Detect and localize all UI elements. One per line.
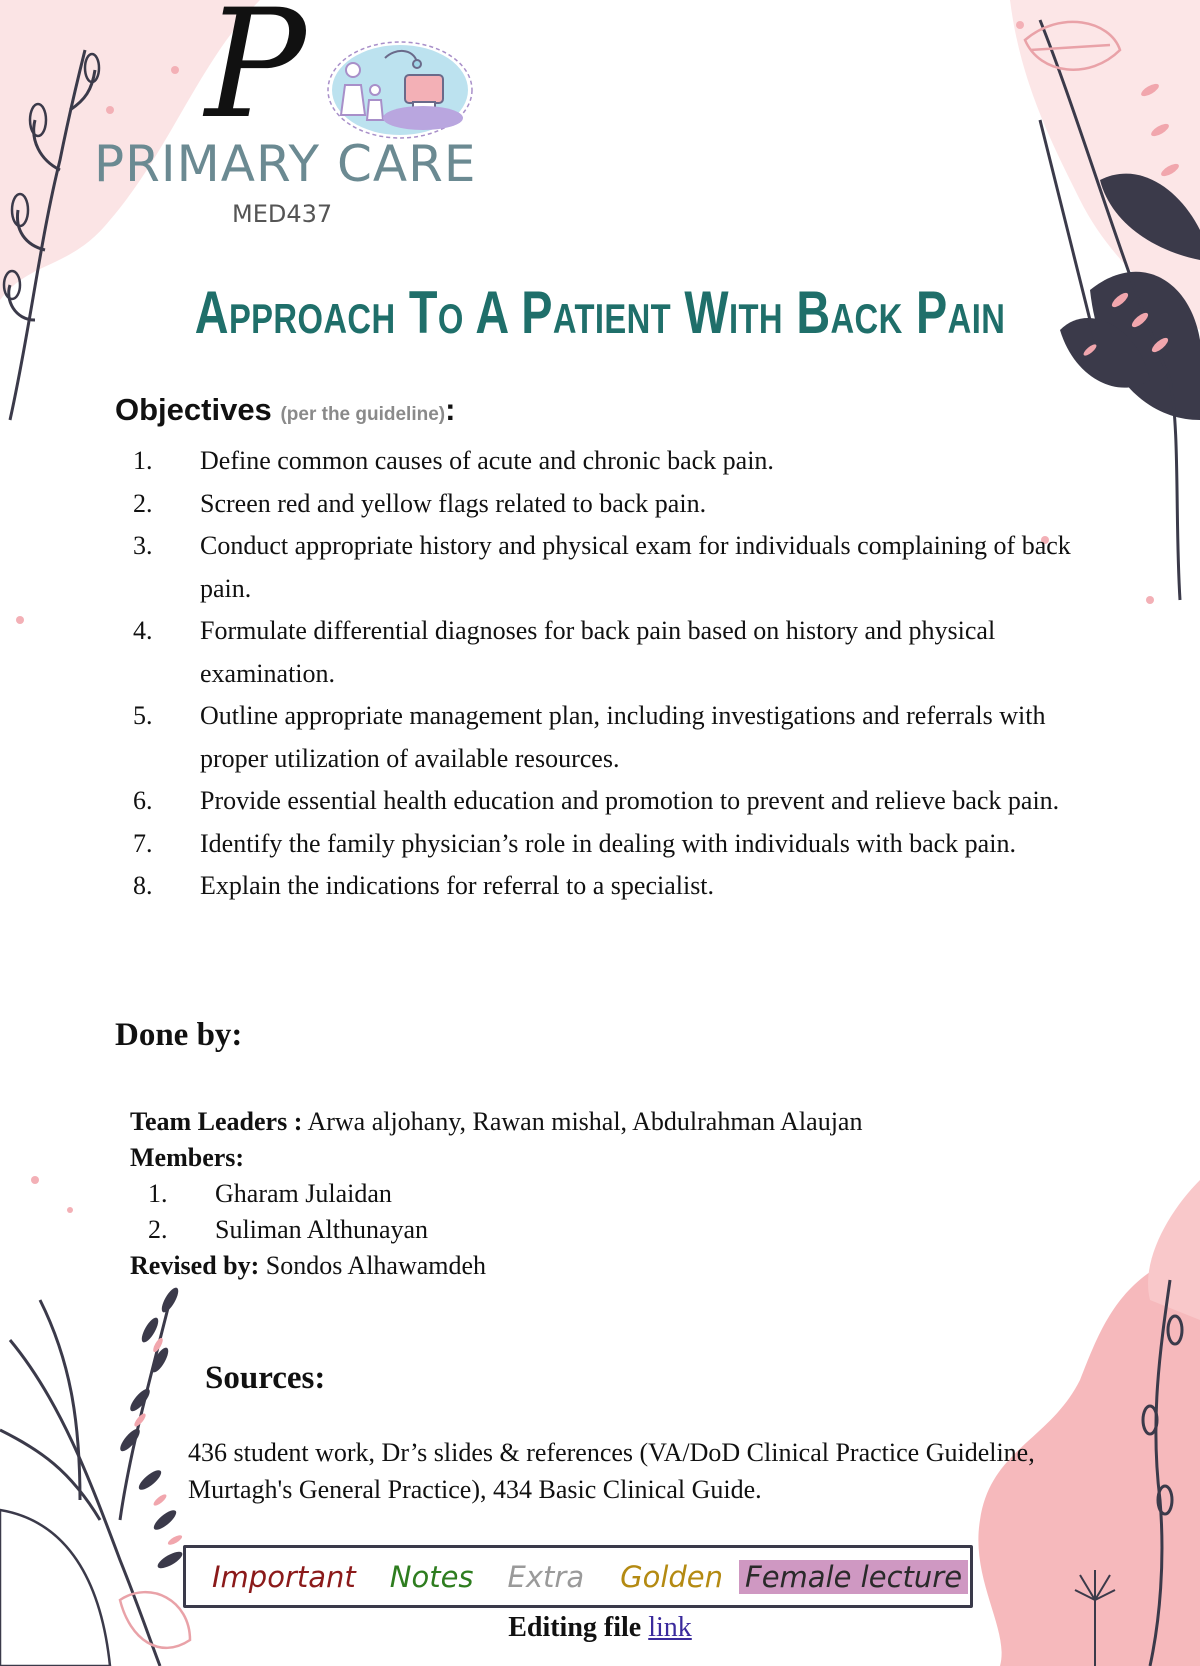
list-number: 8. xyxy=(133,871,153,900)
team-leaders-label: Team Leaders : xyxy=(130,1107,303,1136)
list-number: 5. xyxy=(133,701,153,730)
list-item xyxy=(130,1176,862,1212)
sources-text: 436 student work, Dr’s slides & references (VA/DoD Clinical Practice Guideline, Murtagh's General Practice), 434 Basic Clinical Guide. xyxy=(188,1438,1035,1504)
legend-golden: Golden xyxy=(620,1559,724,1594)
team-leaders-line xyxy=(130,1104,862,1140)
list-item xyxy=(130,525,1090,610)
logo-letter: P xyxy=(205,0,306,152)
list-item xyxy=(130,695,1090,780)
list-text: Screen red and yellow flags related to back pain. xyxy=(200,488,707,518)
members-label: Members: xyxy=(130,1143,245,1172)
sources-heading: Sources: xyxy=(205,1360,326,1396)
list-item xyxy=(130,780,1090,823)
objectives-heading xyxy=(115,392,455,428)
list-item xyxy=(130,865,1090,908)
legend-extra: Extra xyxy=(507,1559,585,1594)
list-text: Explain the indications for referral to a specialist. xyxy=(200,871,715,900)
editing-file-link[interactable]: link xyxy=(648,1612,692,1643)
list-item xyxy=(130,483,1090,526)
list-text: Provide essential health education and promotion to prevent and relieve back pain. xyxy=(200,786,1060,815)
course-code: MED437 xyxy=(232,200,333,228)
objectives-note: (per the guideline) xyxy=(280,404,446,425)
list-text: Identify the family physician’s role in dealing with individuals with back pain. xyxy=(200,828,1016,858)
objectives-heading-text: Objectives xyxy=(115,392,272,427)
list-number: 6. xyxy=(133,786,153,815)
list-item xyxy=(130,610,1090,695)
team-leaders-names: Arwa aljohany, Rawan mishal, Abdulrahman Alaujan xyxy=(307,1107,863,1136)
family-care-logo-icon xyxy=(325,40,475,140)
page-title: Approach To A Patient With Back Pain xyxy=(194,279,1006,346)
done-by-heading: Done by: xyxy=(115,1017,243,1053)
member-name: Gharam Julaidan xyxy=(215,1179,392,1208)
revised-by-line xyxy=(130,1248,862,1284)
revised-by-label: Revised by: xyxy=(130,1251,260,1280)
list-item xyxy=(130,823,1090,866)
list-text: Conduct appropriate history and physical exam for individuals complaining of back pain. xyxy=(200,531,1071,603)
list-text: Define common causes of acute and chronic back pain. xyxy=(200,446,774,475)
editing-file-line xyxy=(0,1612,1200,1644)
revised-by-name: Sondos Alhawamdeh xyxy=(265,1251,487,1280)
pink-blob-bottom-right-2 xyxy=(1148,1180,1200,1320)
legend-notes: Notes xyxy=(389,1559,474,1594)
member-name: Suliman Althunayan xyxy=(215,1215,429,1244)
members-list xyxy=(130,1176,862,1248)
list-item xyxy=(130,440,1090,483)
list-text: Outline appropriate management plan, including investigations and referrals with proper utilization of available resources. xyxy=(200,701,1046,773)
objectives-list xyxy=(130,440,1090,908)
team-section xyxy=(130,1104,862,1284)
brand-name: PRIMARY CARE xyxy=(94,135,477,193)
list-item xyxy=(130,1212,862,1248)
list-number: 1. xyxy=(148,1179,168,1208)
legend-female-lecture: Female lecture xyxy=(739,1560,968,1594)
objectives-colon: : xyxy=(445,392,456,427)
list-number: 1. xyxy=(133,446,153,475)
list-number: 3. xyxy=(133,531,153,560)
list-number: 2. xyxy=(133,488,153,518)
list-text: Formulate differential diagnoses for back pain based on history and physical examination. xyxy=(200,616,996,688)
color-legend xyxy=(183,1545,973,1608)
list-number: 2. xyxy=(148,1215,168,1244)
list-number: 4. xyxy=(133,616,153,645)
bottom-left-leaves xyxy=(0,1285,190,1666)
editing-file-label: Editing file xyxy=(508,1612,642,1643)
list-number: 7. xyxy=(133,828,153,858)
legend-important: Important xyxy=(212,1559,356,1594)
